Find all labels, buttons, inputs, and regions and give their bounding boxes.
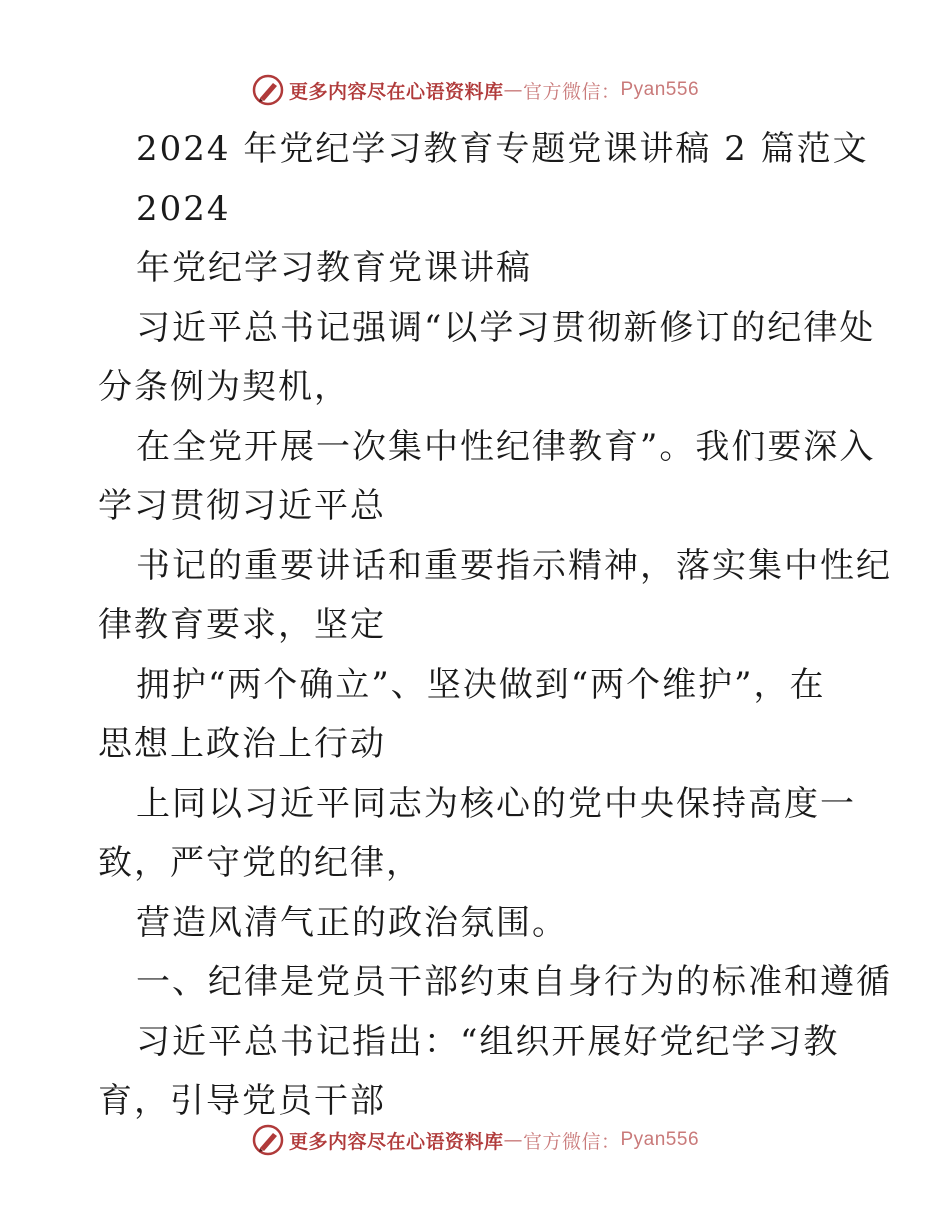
paragraph-line: 上同以习近平同志为核心的党中央保持高度一 [136,783,856,824]
banner-wechat-handle: Pyan556 [620,1129,700,1150]
paragraph-line: 分条例为契机， [98,367,350,407]
section-heading: 一、纪律是党员干部约束自身行为的标准和遵循 [136,962,892,1002]
banner-wechat-label: 官方微信： [522,80,621,103]
banner-wechat-handle: Pyan556 [620,79,700,100]
paragraph-line: 学习贯彻习近平总 [98,486,386,526]
banner-brand-text: 更多内容尽在心语资料库 [288,1130,504,1153]
pen-logo-icon [251,1123,285,1157]
header-watermark-banner [0,70,950,110]
paragraph-line: 在全党开展一次集中性纪律教育”。我们要深入 [136,426,876,467]
pen-logo-icon [251,73,285,107]
document-line: 2024 [136,188,231,229]
document-title: 2024 年党纪学习教育专题党课讲稿 2 篇范文 [136,129,869,169]
paragraph-line: 律教育要求，坚定 [98,605,386,645]
banner-dash: — [503,1129,523,1151]
paragraph-line: 习近平总书记强调“以学习贯彻新修订的纪律处 [136,307,876,348]
paragraph-line: 拥护“两个确立”、坚决做到“两个维护”，在 [136,664,826,705]
banner-dash: — [503,79,523,101]
document-subtitle: 年党纪学习教育党课讲稿 [136,248,532,288]
banner-brand-text: 更多内容尽在心语资料库 [288,80,504,103]
footer-watermark-banner [0,1120,950,1160]
paragraph-line: 书记的重要讲话和重要指示精神，落实集中性纪 [136,545,892,586]
paragraph-line: 致，严守党的纪律， [98,843,422,883]
paragraph-line: 营造风清气正的政治氛围。 [136,902,568,943]
paragraph-line: 习近平总书记指出：“组织开展好党纪学习教 [136,1021,840,1062]
paragraph-line: 思想上政治上行动 [98,724,386,764]
document-body [98,120,892,1132]
paragraph-line: 育，引导党员干部 [98,1081,386,1121]
banner-wechat-label: 官方微信： [522,1130,621,1153]
